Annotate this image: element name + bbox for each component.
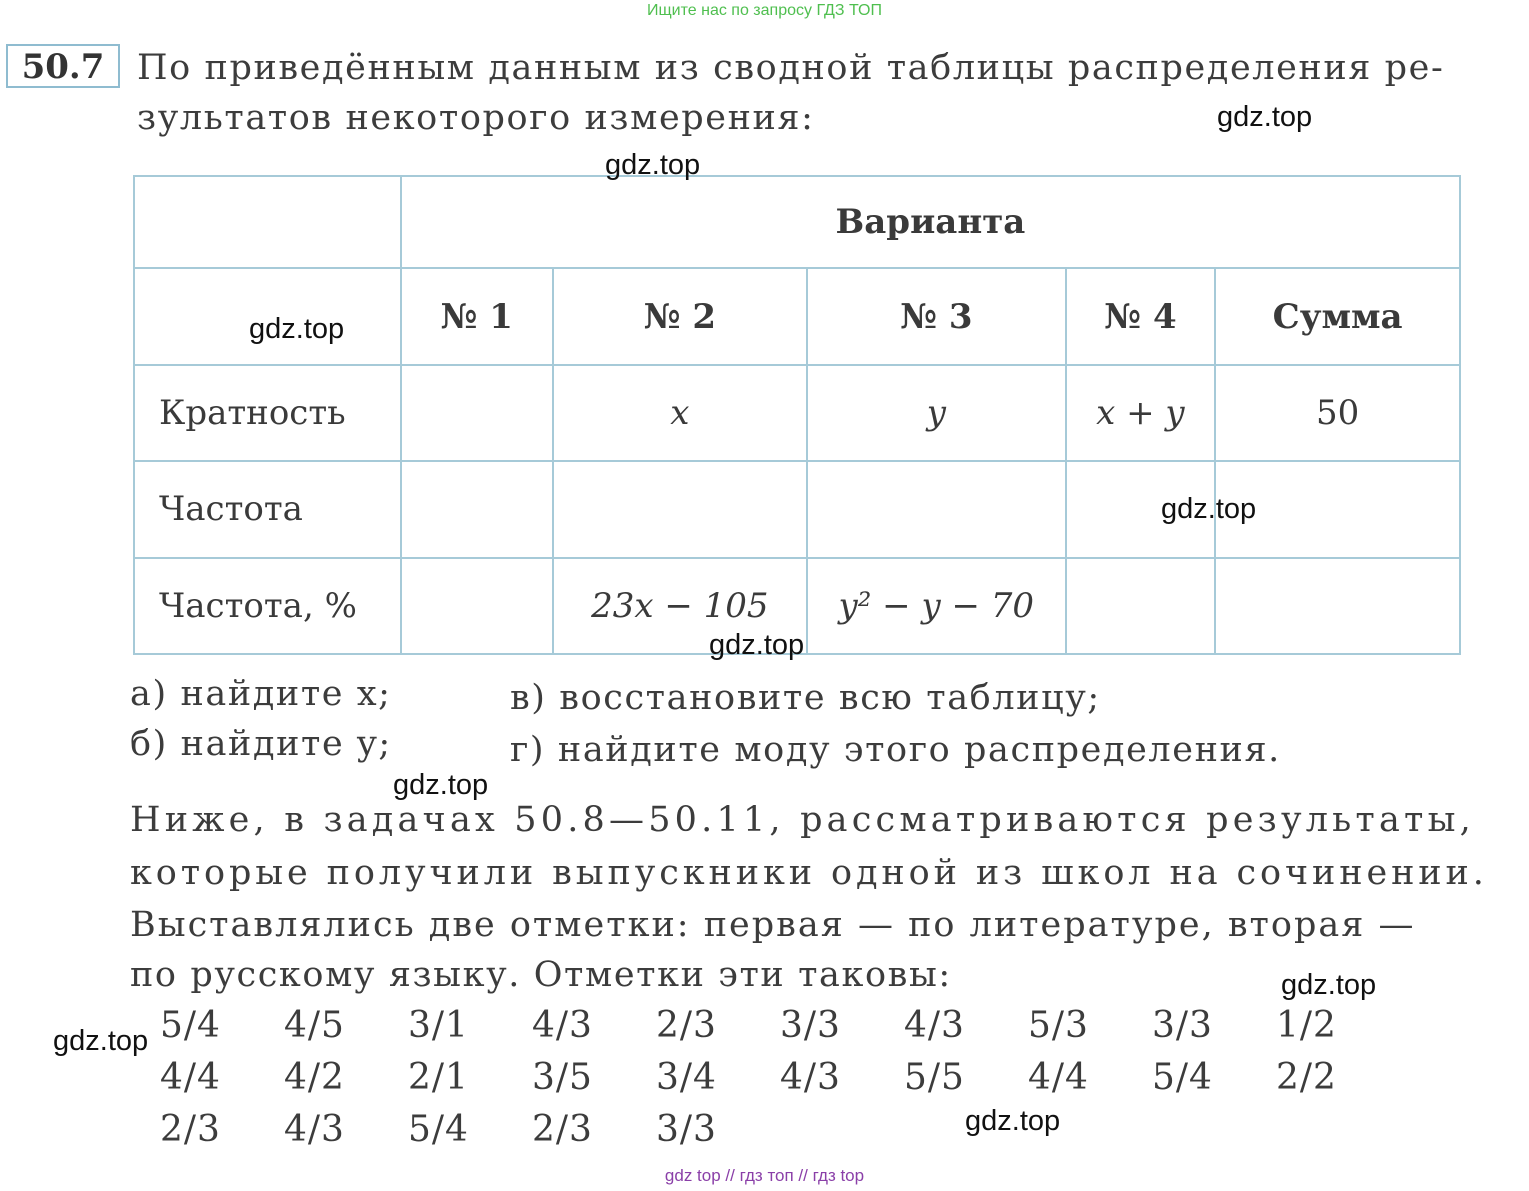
mark-item: 3/3 [1152,1005,1213,1046]
top-banner: Ищите нас по запросу ГДЗ ТОП [647,2,882,19]
paragraph-line-2: которые получили выпускники одной из школ на сочинении. [130,853,1488,893]
mark-item: 5/4 [408,1109,469,1150]
mark-item: 2/2 [1276,1057,1337,1098]
problem-number: 50.7 [6,44,120,88]
marks-grid [160,1002,1410,1154]
mark-item: 2/3 [656,1005,717,1046]
mark-item: 5/4 [1152,1057,1213,1098]
table-row [134,461,1460,557]
table-header-cell: № 3 [807,268,1065,364]
mark-item: 3/3 [656,1109,717,1150]
watermark: gdz.top [965,1105,1061,1137]
task-b: б) найдите y; [130,724,392,764]
row-label: Частота [134,461,401,557]
table-cell [401,461,553,557]
table-cell [401,558,553,654]
table-cell [553,461,808,557]
watermark: gdz.top [709,629,805,661]
watermark: gdz.top [1217,101,1313,133]
task-g: г) найдите моду этого распределения. [510,730,1281,770]
mark-item: 4/3 [780,1057,841,1098]
table-header-cell: № 2 [553,268,808,364]
table-cell: y [807,365,1065,461]
distribution-table [133,175,1461,655]
intro-line-1: По приведённым данным из сводной таблицы распределения ре- [137,48,1445,88]
footer-links: gdz top // гдз топ // гдз top [664,1166,865,1185]
mark-item: 3/3 [780,1005,841,1046]
mark-item: 4/5 [284,1005,345,1046]
row-label: Кратность [134,365,401,461]
table-header-cell: Сумма [1215,268,1460,364]
row-label: Частота, % [134,558,401,654]
watermark: gdz.top [1161,493,1257,525]
task-v: в) восстановите всю таблицу; [510,678,1101,718]
intro-line-2: зультатов некоторого измерения: [137,98,815,138]
table-header-cell: № 4 [1066,268,1216,364]
mark-item: 4/4 [160,1057,221,1098]
mark-item: 4/3 [284,1109,345,1150]
table-cell [1215,558,1460,654]
mark-item: 5/5 [904,1057,965,1098]
table-cell: y² − y − 70 [807,558,1065,654]
table-cell: x + y [1066,365,1216,461]
watermark: gdz.top [249,313,345,345]
mark-item: 3/5 [532,1057,593,1098]
table-header-cell: № 1 [401,268,553,364]
watermark: gdz.top [53,1025,149,1057]
watermark: gdz.top [1281,969,1377,1001]
watermark: gdz.top [605,149,701,181]
mark-item: 1/2 [1276,1005,1337,1046]
mark-item: 3/4 [656,1057,717,1098]
mark-item: 2/3 [532,1109,593,1150]
table-cell: 50 [1215,365,1460,461]
table-cell [1066,558,1216,654]
table-header-top: Варианта [401,176,1460,268]
mark-item: 2/1 [408,1057,469,1098]
mark-item: 5/4 [160,1005,221,1046]
table-cell: 23x − 105 [553,558,808,654]
mark-item: 5/3 [1028,1005,1089,1046]
watermark: gdz.top [393,769,489,801]
mark-item: 4/2 [284,1057,345,1098]
mark-item: 2/3 [160,1109,221,1150]
mark-item: 3/1 [408,1005,469,1046]
mark-item: 4/4 [1028,1057,1089,1098]
paragraph-line-4: по русскому языку. Отметки эти таковы: [130,955,952,995]
table-row [134,365,1460,461]
mark-item: 4/3 [904,1005,965,1046]
table-cell [401,365,553,461]
paragraph-line-1: Ниже, в задачах 50.8—50.11, рассматриваются результаты, [130,800,1476,840]
table-cell [807,461,1065,557]
task-a: а) найдите x; [130,674,392,714]
paragraph-line-3: Выставлялись две отметки: первая — по литературе, вторая — [130,905,1416,945]
table-corner-cell [134,176,401,268]
mark-item: 4/3 [532,1005,593,1046]
table-cell: x [553,365,808,461]
